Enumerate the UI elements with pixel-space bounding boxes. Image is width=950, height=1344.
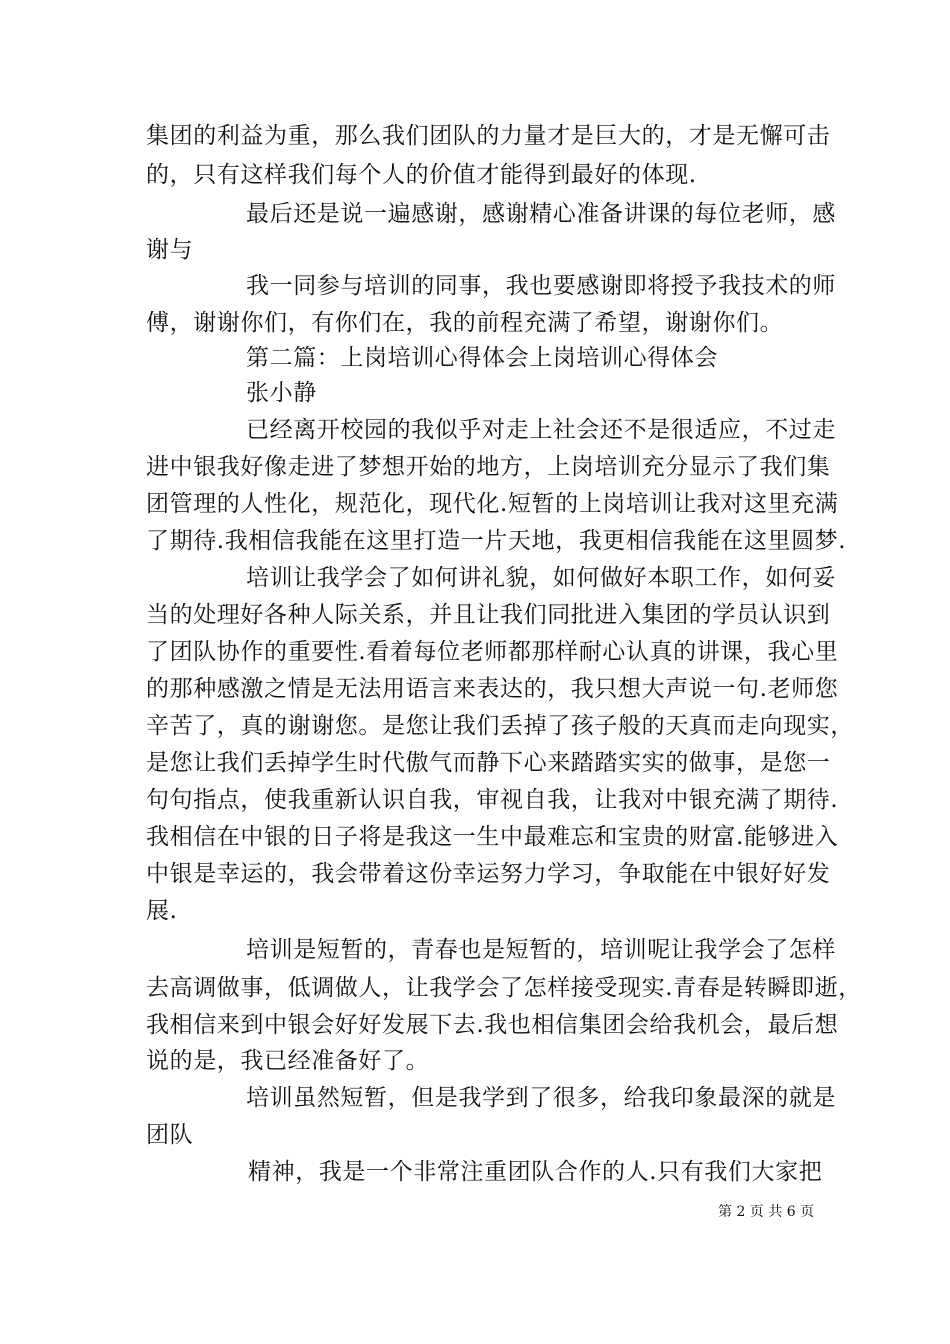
paragraph-line: 培训让我学会了如何讲礼貌，如何做好本职工作，如何妥 [246, 565, 836, 591]
paragraph-line: 了期待.我相信我能在这里打造一片天地，我更相信我能在这里圆梦. [146, 528, 847, 554]
paragraph-line: 当的处理好各种人际关系，并且让我们同批进入集团的学员认识到 [146, 602, 831, 628]
paragraph-line: 精神，我是一个非常注重团队合作的人.只有我们大家把 [248, 1159, 823, 1185]
paragraph-line: 句句指点，使我重新认识自我，审视自我，让我对中银充满了期待. [146, 787, 839, 813]
paragraph-line: 中银是幸运的，我会带着这份幸运努力学习，争取能在中银好好发 [146, 861, 831, 887]
paragraph-line: 我相信来到中银会好好发展下去.我也相信集团会给我机会，最后想 [146, 1012, 839, 1038]
paragraph-line: 我相信在中银的日子将是我这一生中最难忘和宝贵的财富.能够进入 [146, 824, 839, 850]
paragraph-line: 培训是短暂的，青春也是短暂的，培训呢让我学会了怎样 [246, 937, 836, 963]
paragraph-line: 集团的利益为重，那么我们团队的力量才是巨大的，才是无懈可击 [146, 123, 831, 149]
page-number-footer: 第 2 页 共 6 页 [718, 1204, 815, 1220]
paragraph-line: 培训虽然短暂，但是我学到了很多，给我印象最深的就是 [246, 1085, 836, 1111]
paragraph-line: 傅，谢谢你们，有你们在，我的前程充满了希望，谢谢你们。 [146, 310, 784, 336]
paragraph-line: 是您让我们丢掉学生时代傲气而静下心来踏踏实实的做事，是您一 [146, 750, 831, 776]
paragraph-line: 说的是，我已经准备好了。 [146, 1048, 430, 1074]
author-name: 张小静 [246, 380, 317, 406]
paragraph-line: 已经离开校园的我似乎对走上社会还不是很适应，不过走 [246, 417, 836, 443]
paragraph-line: 辛苦了，真的谢谢您。是您让我们丢掉了孩子般的天真而走向现实， [146, 713, 854, 739]
paragraph-line: 展. [146, 898, 178, 924]
paragraph-line: 团队 [146, 1122, 194, 1148]
paragraph-line: 的那种感激之情是无法用语言来表达的，我只想大声说一句.老师您 [146, 676, 839, 702]
paragraph-line: 进中银我好像走进了梦想开始的地方，上岗培训充分显示了我们集 [146, 454, 831, 480]
paragraph-line: 最后还是说一遍感谢，感谢精心准备讲课的每位老师，感 [246, 201, 836, 227]
paragraph-line: 去高调做事，低调做人，让我学会了怎样接受现实.青春是转瞬即逝， [146, 975, 862, 1001]
paragraph-line: 了团队协作的重要性.看着每位老师都那样耐心认真的讲课，我心里 [146, 639, 839, 665]
paragraph-line: 谢与 [146, 237, 194, 263]
paragraph-line: 我一同参与培训的同事，我也要感谢即将授予我技术的师 [246, 273, 836, 299]
section-title: 第二篇：上岗培训心得体会上岗培训心得体会 [246, 345, 718, 371]
paragraph-line: 的，只有这样我们每个人的价值才能得到最好的体现. [146, 162, 697, 188]
paragraph-line: 团管理的人性化，规范化，现代化.短暂的上岗培训让我对这里充满 [146, 491, 839, 517]
